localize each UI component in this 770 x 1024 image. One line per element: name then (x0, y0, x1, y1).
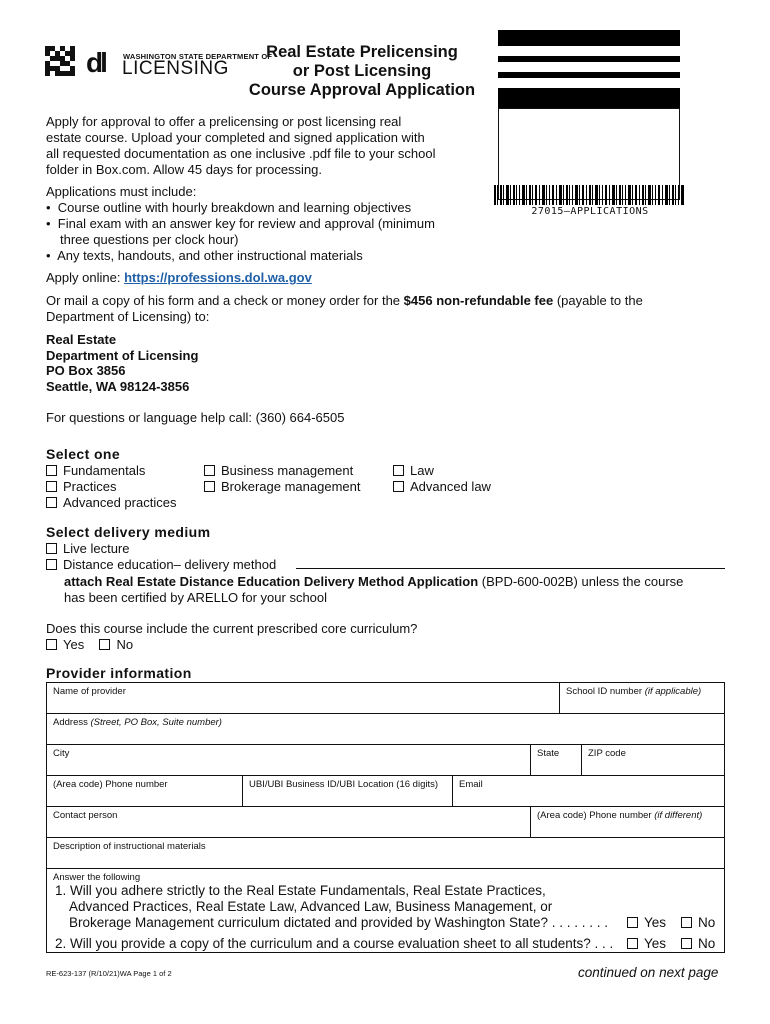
field-label: UBI/UBI Business ID/UBI Location (16 digits) (249, 779, 439, 790)
attach-line (64, 574, 683, 590)
checkbox[interactable] (46, 543, 57, 554)
qr-code (45, 46, 75, 76)
intro-line: all requested documentation as one inclusive .pdf file to your school (46, 146, 436, 161)
field-label-note: (Street, PO Box, Suite number) (90, 717, 222, 728)
address-line: Department of Licensing (46, 348, 199, 363)
logo-mark: dl (86, 47, 105, 78)
field-label: Answer the following (53, 872, 141, 883)
table-row (47, 745, 724, 776)
zip-field[interactable] (582, 745, 724, 775)
q2-yes[interactable] (627, 936, 666, 952)
delivery-method-input-line[interactable] (296, 568, 725, 569)
form-code: RE-623-137 (R/10/21)WA Page 1 of 2 (46, 969, 172, 978)
table-row (47, 776, 724, 807)
checkbox[interactable] (46, 639, 57, 650)
barcode-text: 27015–APPLICATIONS (531, 206, 649, 217)
black-bar (498, 72, 680, 78)
option-advanced-law[interactable] (393, 479, 491, 495)
option-label: Fundamentals (63, 463, 146, 478)
intro-line: estate course. Upload your completed and signed application with (46, 130, 425, 145)
table-row (47, 714, 724, 745)
question-1-line: Brokerage Management curriculum dictated and provided by Washington State? . . . . . . . . (69, 915, 609, 930)
apply-online (46, 270, 312, 286)
option-label: Advanced practices (63, 495, 177, 510)
phone-field[interactable] (47, 776, 243, 806)
provider-table (46, 682, 725, 953)
yes-label: Yes (644, 915, 667, 930)
must-include-text: Any texts, handouts, and other instructional materials (57, 248, 363, 263)
checkbox[interactable] (99, 639, 110, 650)
option-practices[interactable] (46, 479, 116, 495)
table-row (47, 683, 724, 714)
school-id-field[interactable] (560, 683, 724, 713)
questions-line: For questions or language help call: (360) 664-6505 (46, 410, 345, 425)
dol-logo (86, 47, 273, 79)
alt-phone-field[interactable] (531, 807, 724, 837)
checkbox[interactable] (627, 917, 638, 928)
black-bar (498, 56, 680, 62)
attach-rest: (BPD-600-002B) unless the course (478, 574, 684, 589)
q2-no[interactable] (681, 936, 715, 952)
barcode (494, 185, 686, 205)
checkbox[interactable] (46, 497, 57, 508)
checkbox[interactable] (627, 938, 638, 949)
field-label-text: (Area code) Phone number (537, 810, 655, 821)
field-label: City (53, 748, 70, 759)
must-include-item: • Final exam with an answer key for review and approval (minimum (46, 216, 435, 231)
mail-text: (payable to the (553, 293, 643, 308)
checkbox[interactable] (204, 465, 215, 476)
black-bar (498, 88, 680, 108)
attach-bold: attach Real Estate Distance Education Delivery Method Application (64, 574, 479, 589)
field-label: Name of provider (53, 686, 126, 697)
core-no[interactable] (99, 637, 133, 652)
questions-section (47, 869, 724, 952)
field-label (537, 810, 702, 821)
must-include-item-cont: three questions per clock hour) (60, 232, 239, 247)
field-label: Contact person (53, 810, 118, 821)
logo-licensing-text: LICENSING (122, 58, 229, 79)
must-include-text: Course outline with hourly breakdown and learning objectives (57, 200, 412, 215)
mail-line (46, 293, 643, 309)
option-label: Distance education– delivery method (63, 557, 277, 572)
address-line: Seattle, WA 98124-3856 (46, 379, 190, 394)
field-label-text: Address (53, 717, 91, 728)
yes-label: Yes (644, 936, 667, 951)
table-row (47, 869, 724, 952)
option-label: Law (410, 463, 434, 478)
address-field[interactable] (47, 714, 724, 744)
logo-department-text: WASHINGTON STATE DEPARTMENT OF (123, 52, 273, 61)
contact-person-field[interactable] (47, 807, 531, 837)
field-label: ZIP code (588, 748, 626, 759)
option-business-management[interactable] (204, 463, 353, 479)
question-1-line: 1. Will you adhere strictly to the Real Estate Fundamentals, Real Estate Practices, (55, 883, 546, 898)
field-label (566, 686, 701, 697)
description-field[interactable] (47, 838, 724, 868)
must-include-text: Final exam with an answer key for review and approval (minimum (57, 216, 435, 231)
checkbox[interactable] (204, 481, 215, 492)
field-label (53, 717, 222, 728)
option-label: Practices (63, 479, 117, 494)
field-label: Description of instructional materials (53, 841, 206, 852)
checkbox[interactable] (681, 938, 692, 949)
option-label: Business management (221, 463, 354, 478)
field-label-note: (if different) (654, 810, 703, 821)
provider-heading: Provider information (46, 665, 192, 681)
title-line-1: Real Estate Prelicensing (266, 43, 458, 61)
provider-name-field[interactable] (47, 683, 560, 713)
question-2: 2. Will you provide a copy of the curriculum and a course evaluation sheet to all students? . . . (55, 936, 614, 951)
checkbox[interactable] (46, 559, 57, 570)
address-line: Real Estate (46, 332, 117, 347)
checkbox[interactable] (393, 465, 404, 476)
q1-no[interactable] (681, 915, 715, 931)
option-label: Advanced law (410, 479, 491, 494)
apply-online-label: Apply online: (46, 270, 125, 285)
question-1-line: Advanced Practices, Real Estate Law, Advanced Law, Business Management, or (69, 899, 553, 914)
core-question: Does this course include the current prescribed core curriculum? (46, 621, 418, 636)
ubi-field[interactable] (243, 776, 453, 806)
field-label: Email (459, 779, 483, 790)
table-row (47, 807, 724, 838)
intro-line: folder in Box.com. Allow 45 days for processing. (46, 162, 323, 177)
table-row (47, 838, 724, 869)
state-field[interactable] (531, 745, 582, 775)
city-field[interactable] (47, 745, 531, 775)
field-label-text: School ID number (566, 686, 645, 697)
title-line-3: Course Approval Application (248, 81, 476, 99)
mail-text: Or mail a copy of his form and a check or money order for the (46, 293, 404, 308)
apply-online-link[interactable]: https://professions.dol.wa.gov (124, 270, 312, 285)
core-yes[interactable] (46, 637, 84, 652)
continued-note: continued on next page (578, 965, 719, 980)
checkbox[interactable] (393, 481, 404, 492)
option-distance-education[interactable] (46, 557, 276, 573)
option-advanced-practices[interactable] (46, 495, 176, 511)
checkbox[interactable] (46, 465, 57, 476)
no-label: No (698, 915, 716, 930)
email-field[interactable] (453, 776, 724, 806)
intro-line: Apply for approval to offer a prelicensing or post licensing real (46, 114, 402, 129)
page-title (232, 43, 492, 100)
black-bar (498, 30, 680, 46)
title-line-2: or Post Licensing (292, 62, 432, 80)
option-label: Live lecture (63, 541, 130, 556)
must-include-item: • Course outline with hourly breakdown and learning objectives (46, 200, 412, 215)
option-live-lecture[interactable] (46, 541, 129, 557)
checkbox[interactable] (681, 917, 692, 928)
checkbox[interactable] (46, 481, 57, 492)
must-include-item: • Any texts, handouts, and other instructional materials (46, 248, 363, 263)
mail-line: Department of Licensing) to: (46, 309, 210, 324)
field-label: State (537, 748, 560, 759)
address-line: PO Box 3856 (46, 363, 126, 378)
yes-label: Yes (63, 637, 85, 652)
no-label: No (698, 936, 716, 951)
attach-line-2: has been certified by ARELLO for your school (64, 590, 328, 605)
core-answers (46, 637, 133, 653)
must-include-heading: Applications must include: (46, 184, 197, 199)
option-fundamentals[interactable] (46, 463, 145, 479)
field-label: (Area code) Phone number (53, 779, 168, 790)
delivery-heading: Select delivery medium (46, 524, 211, 540)
option-brokerage-management[interactable] (204, 479, 360, 495)
option-law[interactable] (393, 463, 434, 479)
mail-fee: $456 non-refundable fee (403, 293, 554, 308)
select-one-heading: Select one (46, 446, 121, 462)
no-label: No (116, 637, 134, 652)
q1-yes[interactable] (627, 915, 666, 931)
option-label: Brokerage management (221, 479, 361, 494)
field-label-note: (if applicable) (644, 686, 702, 697)
